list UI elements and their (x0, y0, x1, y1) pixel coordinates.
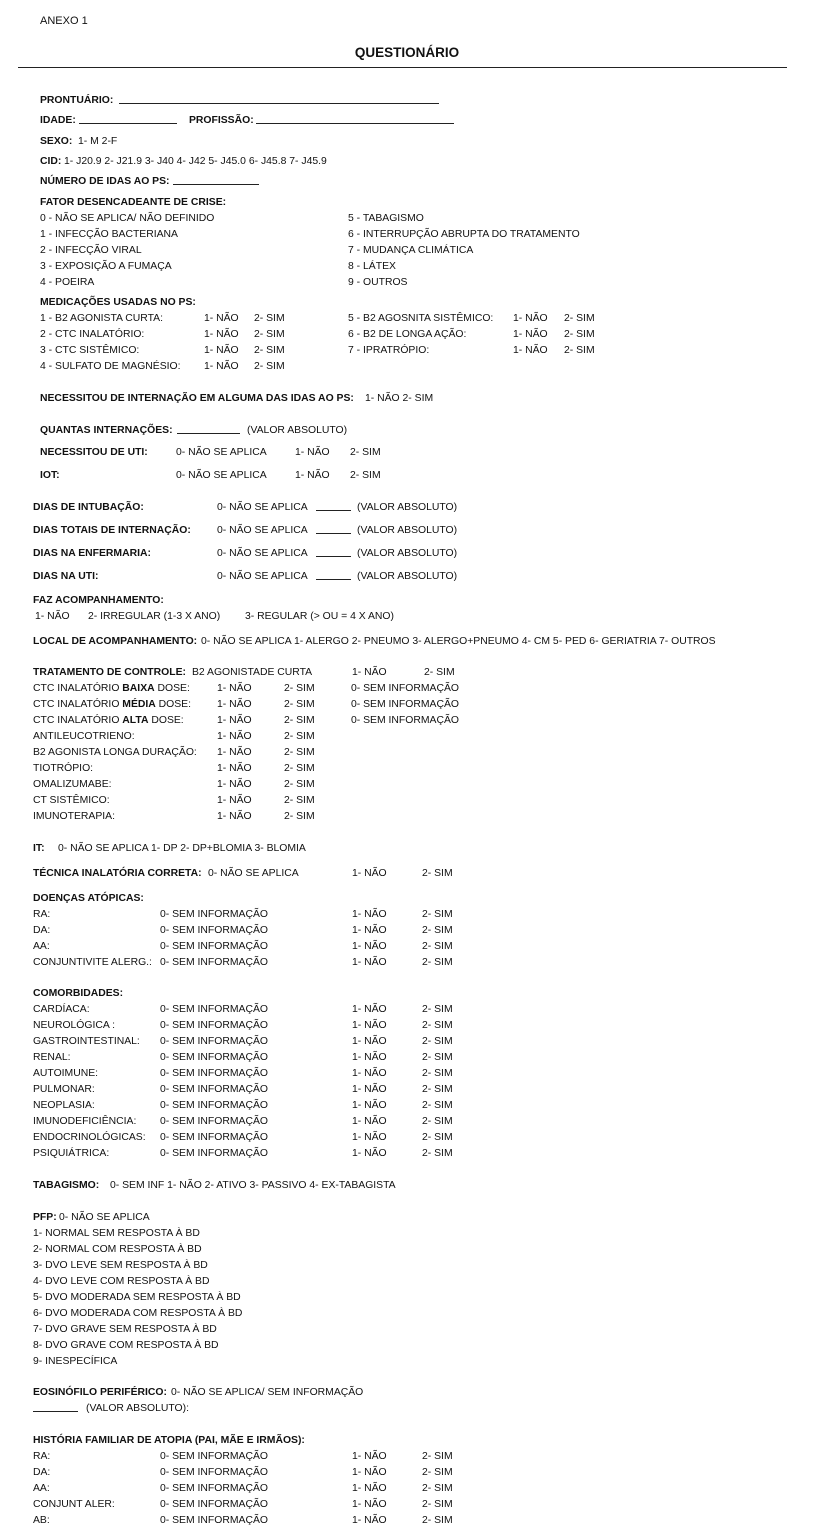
medicacao-name: 4 - SULFATO DE MAGNÉSIO: (40, 361, 181, 372)
tecnica-sim[interactable]: 2- SIM (422, 868, 453, 879)
comorbidade-nao-option[interactable]: 1- NÃO (352, 1020, 387, 1031)
tratamento-first: B2 AGONISTADE CURTA (192, 667, 313, 678)
it-options[interactable]: 0- NÃO SE APLICA 1- DP 2- DP+BLOMIA 3- BLOMIA (58, 843, 306, 854)
tratamento-item-text: CTC INALATÓRIO (33, 699, 123, 710)
comorbidade-sem-informacao-option[interactable]: 0- SEM INFORMAÇÃO (160, 1020, 268, 1031)
tratamento-item-suffix: DOSE: (148, 715, 184, 726)
comorbidade-nao-option[interactable]: 1- NÃO (352, 1084, 387, 1095)
idade-label: IDADE: (40, 115, 76, 126)
tratamento-sim-option[interactable]: 2- SIM (284, 699, 315, 710)
pfp-item[interactable]: 9- INESPECÍFICA (33, 1356, 118, 1367)
doenca-sem-informacao-option[interactable]: 0- SEM INFORMAÇÃO (160, 941, 268, 952)
pfp-item[interactable]: 1- NORMAL SEM RESPOSTA À BD (33, 1228, 200, 1239)
tratamento-dose-level: BAIXA (122, 683, 155, 694)
dias-field[interactable] (316, 500, 351, 511)
eosinofilo-na[interactable]: 0- NÃO SE APLICA/ SEM INFORMAÇÃO (171, 1387, 364, 1398)
pfp-item[interactable]: 2- NORMAL COM RESPOSTA À BD (33, 1244, 202, 1255)
pfp-item[interactable]: 4- DVO LEVE COM RESPOSTA À BD (33, 1276, 210, 1287)
doenca-name: AA: (33, 941, 50, 952)
annex-label: ANEXO 1 (40, 15, 88, 27)
medicacao-name: 7 - IPRATRÓPIO: (348, 345, 430, 356)
dias-label: DIAS TOTAIS DE INTERNAÇÃO: (33, 525, 191, 536)
pfp-label: PFP: (33, 1212, 57, 1223)
tratamento-sim-option[interactable]: 2- SIM (284, 747, 315, 758)
doenca-nao-option[interactable]: 1- NÃO (352, 925, 387, 936)
medicacao-nao-option[interactable]: 1- NÃO (204, 313, 239, 324)
comorbidade-sem-informacao-option[interactable]: 0- SEM INFORMAÇÃO (160, 1036, 268, 1047)
comorbidade-name: PULMONAR: (33, 1084, 95, 1095)
cid-options[interactable]: 1- J20.9 2- J21.9 3- J40 4- J42 5- J45.0 6- J45.8 7- J45.9 (64, 156, 327, 167)
historia-nao-option[interactable]: 1- NÃO (352, 1467, 387, 1478)
comorbidade-nao-option[interactable]: 1- NÃO (352, 1148, 387, 1159)
medicacao-name: 6 - B2 DE LONGA AÇÃO: (348, 329, 467, 340)
tratamento-sim-option[interactable]: 2- SIM (284, 731, 315, 742)
historia-label: HISTÓRIA FAMILIAR DE ATOPIA (PAI, MÃE E IRMÃOS): (33, 1435, 305, 1446)
medicacao-nao-option[interactable]: 1- NÃO (513, 329, 548, 340)
dias-na-option[interactable]: 0- NÃO SE APLICA (217, 525, 308, 536)
doenca-name: CONJUNTIVITE ALERG.: (33, 957, 152, 968)
faz-option-3[interactable]: 3- REGULAR (> OU = 4 X ANO) (245, 611, 394, 622)
historia-sim-option[interactable]: 2- SIM (422, 1515, 453, 1526)
quantas-label: QUANTAS INTERNAÇÕES: (40, 425, 173, 436)
tratamento-item-text: CTC INALATÓRIO (33, 715, 123, 726)
comorbidade-sim-option[interactable]: 2- SIM (422, 1068, 453, 1079)
tratamento-item-suffix: DOSE: (155, 699, 192, 710)
tratamento-sim-option[interactable]: 2- SIM (284, 763, 315, 774)
medicacao-nao-option[interactable]: 1- NÃO (204, 345, 239, 356)
fator-item[interactable]: 5 - TABAGISMO (348, 213, 424, 224)
comorbidade-sim-option[interactable]: 2- SIM (422, 1132, 453, 1143)
tratamento-sem-informacao-option[interactable]: 0- SEM INFORMAÇÃO (351, 715, 459, 726)
faz-option-2[interactable]: 2- IRREGULAR (1-3 X ANO) (88, 611, 221, 622)
doenca-nao-option[interactable]: 1- NÃO (352, 941, 387, 952)
comorbidade-sim-option[interactable]: 2- SIM (422, 1148, 453, 1159)
tratamento-nao-option[interactable]: 1- NÃO (217, 811, 252, 822)
medicacoes-label: MEDICAÇÕES USADAS NO PS: (40, 297, 196, 308)
historia-sim-option[interactable]: 2- SIM (422, 1483, 453, 1494)
tratamento-item-name (33, 810, 115, 823)
doenca-sem-informacao-option[interactable]: 0- SEM INFORMAÇÃO (160, 909, 268, 920)
tratamento-label: TRATAMENTO DE CONTROLE: (33, 667, 186, 678)
comorbidade-sim-option[interactable]: 2- SIM (422, 1004, 453, 1015)
fator-item[interactable]: 7 - MUDANÇA CLIMÁTICA (348, 245, 474, 256)
comorbidade-sem-informacao-option[interactable]: 0- SEM INFORMAÇÃO (160, 1148, 268, 1159)
tratamento-sim-option[interactable]: 2- SIM (284, 811, 315, 822)
idade-field[interactable] (79, 113, 177, 124)
dias-note: (VALOR ABSOLUTO) (357, 548, 458, 559)
prontuario-field[interactable] (119, 93, 439, 104)
medicacao-name: 5 - B2 AGOSNITA SISTÊMICO: (348, 313, 494, 324)
historia-sem-informacao-option[interactable]: 0- SEM INFORMAÇÃO (160, 1499, 268, 1510)
iot-sim[interactable]: 2- SIM (350, 470, 381, 481)
medicacao-name: 1 - B2 AGONISTA CURTA: (40, 313, 163, 324)
tratamento-item-text: ANTILEUCOTRIENO: (33, 731, 135, 742)
profissao-label: PROFISSÃO: (189, 115, 254, 126)
fator-item[interactable]: 9 - OUTROS (348, 277, 408, 288)
comorbidade-name: RENAL: (33, 1052, 71, 1063)
fator-item[interactable]: 8 - LÁTEX (348, 261, 396, 272)
fator-item[interactable]: 6 - INTERRUPÇÃO ABRUPTA DO TRATAMENTO (348, 229, 580, 240)
historia-name: RA: (33, 1451, 51, 1462)
tratamento-nao-option[interactable]: 1- NÃO (217, 715, 252, 726)
pfp-first[interactable]: 0- NÃO SE APLICA (59, 1212, 150, 1223)
historia-sim-option[interactable]: 2- SIM (422, 1467, 453, 1478)
historia-nao-option[interactable]: 1- NÃO (352, 1451, 387, 1462)
tratamento-item-name (33, 762, 93, 775)
tratamento-item-text: B2 AGONISTA LONGA DURAÇÃO: (33, 747, 197, 758)
pfp-item[interactable]: 3- DVO LEVE SEM RESPOSTA À BD (33, 1260, 208, 1271)
medicacao-name: 2 - CTC INALATÓRIO: (40, 329, 145, 340)
tecnica-label: TÉCNICA INALATÓRIA CORRETA: (33, 868, 202, 879)
comorbidade-nao-option[interactable]: 1- NÃO (352, 1116, 387, 1127)
comorbidade-sim-option[interactable]: 2- SIM (422, 1036, 453, 1047)
comorbidade-name: NEOPLASIA: (33, 1100, 95, 1111)
tratamento-nao-option[interactable]: 1- NÃO (217, 779, 252, 790)
tratamento-item-name (33, 714, 184, 727)
comorbidade-nao-option[interactable]: 1- NÃO (352, 1100, 387, 1111)
doenca-nao-option[interactable]: 1- NÃO (352, 909, 387, 920)
tratamento-item-suffix: DOSE: (154, 683, 190, 694)
comorbidade-nao-option[interactable]: 1- NÃO (352, 1036, 387, 1047)
medicacao-sim-option[interactable]: 2- SIM (564, 345, 595, 356)
comorbidade-name: GASTROINTESTINAL: (33, 1036, 140, 1047)
historia-sim-option[interactable]: 2- SIM (422, 1451, 453, 1462)
comorbidade-sem-informacao-option[interactable]: 0- SEM INFORMAÇÃO (160, 1084, 268, 1095)
doenca-sim-option[interactable]: 2- SIM (422, 909, 453, 920)
historia-name: AB: (33, 1515, 50, 1526)
eosinofilo-field[interactable] (33, 1401, 78, 1412)
tratamento-item-text: CT SISTÊMICO: (33, 795, 110, 806)
historia-nao-option[interactable]: 1- NÃO (352, 1499, 387, 1510)
dias-field[interactable] (316, 569, 351, 580)
iot-label: IOT: (40, 470, 60, 481)
uti-nao[interactable]: 1- NÃO (295, 447, 330, 458)
tratamento-item-text: IMUNOTERAPIA: (33, 811, 115, 822)
comorbidade-name: NEUROLÓGICA : (33, 1020, 115, 1031)
doenca-sim-option[interactable]: 2- SIM (422, 941, 453, 952)
tratamento-nao-option[interactable]: 1- NÃO (217, 763, 252, 774)
tratamento-item-name (33, 794, 110, 807)
fator-item[interactable]: 2 - INFECÇÃO VIRAL (40, 245, 142, 256)
historia-name: CONJUNT ALER: (33, 1499, 115, 1510)
medicacao-nao-option[interactable]: 1- NÃO (513, 345, 548, 356)
comorbidades-label: COMORBIDADES: (33, 988, 124, 999)
dias-label: DIAS NA UTI: (33, 571, 99, 582)
tecnica-na[interactable]: 0- NÃO SE APLICA (208, 868, 299, 879)
sexo-label: SEXO: (40, 136, 73, 147)
comorbidade-sem-informacao-option[interactable]: 0- SEM INFORMAÇÃO (160, 1052, 268, 1063)
tabagismo-label: TABAGISMO: (33, 1180, 100, 1191)
eosinofilo-label: EOSINÓFILO PERIFÉRICO: (33, 1387, 167, 1398)
tabagismo-options[interactable]: 0- SEM INF 1- NÃO 2- ATIVO 3- PASSIVO 4- EX-TABAGISTA (110, 1180, 396, 1191)
eosinofilo-note: (VALOR ABSOLUTO): (86, 1403, 189, 1414)
historia-nao-option[interactable]: 1- NÃO (352, 1515, 387, 1526)
tratamento-sem-informacao-option[interactable]: 0- SEM INFORMAÇÃO (351, 699, 459, 710)
page-title: QUESTIONÁRIO (354, 45, 460, 60)
quantas-note: (VALOR ABSOLUTO) (247, 425, 348, 436)
medicacao-nao-option[interactable]: 1- NÃO (204, 329, 239, 340)
doenca-name: DA: (33, 925, 51, 936)
historia-name: DA: (33, 1467, 51, 1478)
comorbidade-name: CARDÍACA: (33, 1004, 90, 1015)
tratamento-sim-option[interactable]: 2- SIM (284, 795, 315, 806)
dias-field[interactable] (316, 523, 351, 534)
uti-label: NECESSITOU DE UTI: (40, 447, 148, 458)
dias-na-option[interactable]: 0- NÃO SE APLICA (217, 502, 308, 513)
tratamento-sim-option[interactable]: 2- SIM (284, 683, 315, 694)
medicacao-name: 3 - CTC SISTÊMICO: (40, 345, 140, 356)
prontuario-label: PRONTUÁRIO: (40, 95, 114, 106)
comorbidade-nao-option[interactable]: 1- NÃO (352, 1068, 387, 1079)
tratamento-nao-option[interactable]: 1- NÃO (217, 747, 252, 758)
historia-nao-option[interactable]: 1- NÃO (352, 1483, 387, 1494)
tratamento-sim-option[interactable]: 2- SIM (284, 715, 315, 726)
dias-field[interactable] (316, 546, 351, 557)
comorbidade-sim-option[interactable]: 2- SIM (422, 1116, 453, 1127)
fator-item[interactable]: 0 - NÃO SE APLICA/ NÃO DEFINIDO (40, 213, 215, 224)
iot-nao[interactable]: 1- NÃO (295, 470, 330, 481)
comorbidade-nao-option[interactable]: 1- NÃO (352, 1132, 387, 1143)
medicacao-sim-option[interactable]: 2- SIM (254, 329, 285, 340)
title-divider (18, 67, 787, 68)
tratamento-item-name (33, 746, 197, 759)
tratamento-nao-option[interactable]: 1- NÃO (217, 699, 252, 710)
quantas-field[interactable] (177, 423, 240, 434)
tratamento-sim-option[interactable]: 2- SIM (284, 779, 315, 790)
comorbidade-sem-informacao-option[interactable]: 0- SEM INFORMAÇÃO (160, 1132, 268, 1143)
dias-note: (VALOR ABSOLUTO) (357, 525, 458, 536)
historia-sem-informacao-option[interactable]: 0- SEM INFORMAÇÃO (160, 1483, 268, 1494)
medicacao-sim-option[interactable]: 2- SIM (254, 345, 285, 356)
doenca-sim-option[interactable]: 2- SIM (422, 957, 453, 968)
pfp-item[interactable]: 5- DVO MODERADA SEM RESPOSTA À BD (33, 1292, 241, 1303)
tecnica-nao[interactable]: 1- NÃO (352, 868, 387, 879)
tratamento-nao-option[interactable]: 1- NÃO (217, 795, 252, 806)
comorbidade-sem-informacao-option[interactable]: 0- SEM INFORMAÇÃO (160, 1100, 268, 1111)
tratamento-dose-level: MÉDIA (122, 699, 156, 710)
dias-label: DIAS DE INTUBAÇÃO: (33, 502, 144, 513)
uti-sim[interactable]: 2- SIM (350, 447, 381, 458)
comorbidade-sim-option[interactable]: 2- SIM (422, 1100, 453, 1111)
idas-field[interactable] (173, 174, 259, 185)
comorbidade-nao-option[interactable]: 1- NÃO (352, 1004, 387, 1015)
local-label: LOCAL DE ACOMPANHAMENTO: (33, 636, 198, 647)
dias-na-option[interactable]: 0- NÃO SE APLICA (217, 571, 308, 582)
tratamento-item-text: OMALIZUMABE: (33, 779, 112, 790)
sexo-options[interactable]: 1- M 2-F (78, 136, 118, 147)
pfp-item[interactable]: 8- DVO GRAVE COM RESPOSTA À BD (33, 1340, 219, 1351)
iot-na[interactable]: 0- NÃO SE APLICA (176, 470, 267, 481)
pfp-item[interactable]: 7- DVO GRAVE SEM RESPOSTA À BD (33, 1324, 217, 1335)
local-options[interactable]: 0- NÃO SE APLICA 1- ALERGO 2- PNEUMO 3- ALERGO+PNEUMO 4- CM 5- PED 6- GERIATRIA 7- OUTROS (201, 636, 716, 647)
faz-option-1[interactable]: 1- NÃO (35, 611, 70, 622)
dias-label: DIAS NA ENFERMARIA: (33, 548, 151, 559)
doenca-sim-option[interactable]: 2- SIM (422, 925, 453, 936)
tratamento-dose-level: ALTA (122, 715, 149, 726)
comorbidade-sim-option[interactable]: 2- SIM (422, 1052, 453, 1063)
doenca-name: RA: (33, 909, 51, 920)
medicacao-nao-option[interactable]: 1- NÃO (513, 313, 548, 324)
fator-label: FATOR DESENCADEANTE DE CRISE: (40, 197, 227, 208)
comorbidade-sim-option[interactable]: 2- SIM (422, 1020, 453, 1031)
doenca-sem-informacao-option[interactable]: 0- SEM INFORMAÇÃO (160, 957, 268, 968)
tratamento-first-sim[interactable]: 2- SIM (424, 667, 455, 678)
doenca-sem-informacao-option[interactable]: 0- SEM INFORMAÇÃO (160, 925, 268, 936)
profissao-field[interactable] (256, 113, 454, 124)
medicacao-sim-option[interactable]: 2- SIM (564, 329, 595, 340)
pfp-item[interactable]: 6- DVO MODERADA COM RESPOSTA À BD (33, 1308, 243, 1319)
tratamento-item-name (33, 778, 112, 791)
historia-sem-informacao-option[interactable]: 0- SEM INFORMAÇÃO (160, 1515, 268, 1526)
fator-item[interactable]: 1 - INFECÇÃO BACTERIANA (40, 229, 178, 240)
historia-sem-informacao-option[interactable]: 0- SEM INFORMAÇÃO (160, 1467, 268, 1478)
doencas-label: DOENÇAS ATÓPICAS: (33, 893, 144, 904)
tratamento-item-text: CTC INALATÓRIO (33, 683, 123, 694)
historia-sim-option[interactable]: 2- SIM (422, 1499, 453, 1510)
comorbidade-sem-informacao-option[interactable]: 0- SEM INFORMAÇÃO (160, 1068, 268, 1079)
internacao-options[interactable]: 1- NÃO 2- SIM (365, 393, 434, 404)
tratamento-first-nao[interactable]: 1- NÃO (352, 667, 387, 678)
historia-name: AA: (33, 1483, 50, 1494)
comorbidade-name: PSIQUIÁTRICA: (33, 1148, 110, 1159)
doenca-nao-option[interactable]: 1- NÃO (352, 957, 387, 968)
comorbidade-name: AUTOIMUNE: (33, 1068, 99, 1079)
internacao-label: NECESSITOU DE INTERNAÇÃO EM ALGUMA DAS IDAS AO PS: (40, 393, 354, 404)
tratamento-item-name (33, 682, 190, 695)
faz-label: FAZ ACOMPANHAMENTO: (33, 595, 164, 606)
tratamento-item-name (33, 730, 135, 743)
uti-na[interactable]: 0- NÃO SE APLICA (176, 447, 267, 458)
medicacao-sim-option[interactable]: 2- SIM (564, 313, 595, 324)
tratamento-nao-option[interactable]: 1- NÃO (217, 683, 252, 694)
tratamento-item-name (33, 698, 191, 711)
comorbidade-sim-option[interactable]: 2- SIM (422, 1084, 453, 1095)
comorbidade-name: IMUNODEFICIÊNCIA: (33, 1116, 137, 1127)
tratamento-item-text: TIOTRÓPIO: (33, 763, 94, 774)
comorbidade-nao-option[interactable]: 1- NÃO (352, 1052, 387, 1063)
dias-note: (VALOR ABSOLUTO) (357, 571, 458, 582)
dias-note: (VALOR ABSOLUTO) (357, 502, 458, 513)
it-label: IT: (33, 843, 45, 854)
dias-na-option[interactable]: 0- NÃO SE APLICA (217, 548, 308, 559)
historia-sem-informacao-option[interactable]: 0- SEM INFORMAÇÃO (160, 1451, 268, 1462)
medicacao-sim-option[interactable]: 2- SIM (254, 361, 285, 372)
comorbidade-sem-informacao-option[interactable]: 0- SEM INFORMAÇÃO (160, 1004, 268, 1015)
medicacao-nao-option[interactable]: 1- NÃO (204, 361, 239, 372)
comorbidade-name: ENDOCRINOLÓGICAS: (33, 1132, 146, 1143)
comorbidade-sem-informacao-option[interactable]: 0- SEM INFORMAÇÃO (160, 1116, 268, 1127)
cid-label: CID: (40, 156, 62, 167)
tratamento-nao-option[interactable]: 1- NÃO (217, 731, 252, 742)
fator-item[interactable]: 4 - POEIRA (40, 277, 95, 288)
tratamento-sem-informacao-option[interactable]: 0- SEM INFORMAÇÃO (351, 683, 459, 694)
medicacao-sim-option[interactable]: 2- SIM (254, 313, 285, 324)
fator-item[interactable]: 3 - EXPOSIÇÃO A FUMAÇA (40, 261, 172, 272)
idas-label: NÚMERO DE IDAS AO PS: (40, 176, 170, 187)
